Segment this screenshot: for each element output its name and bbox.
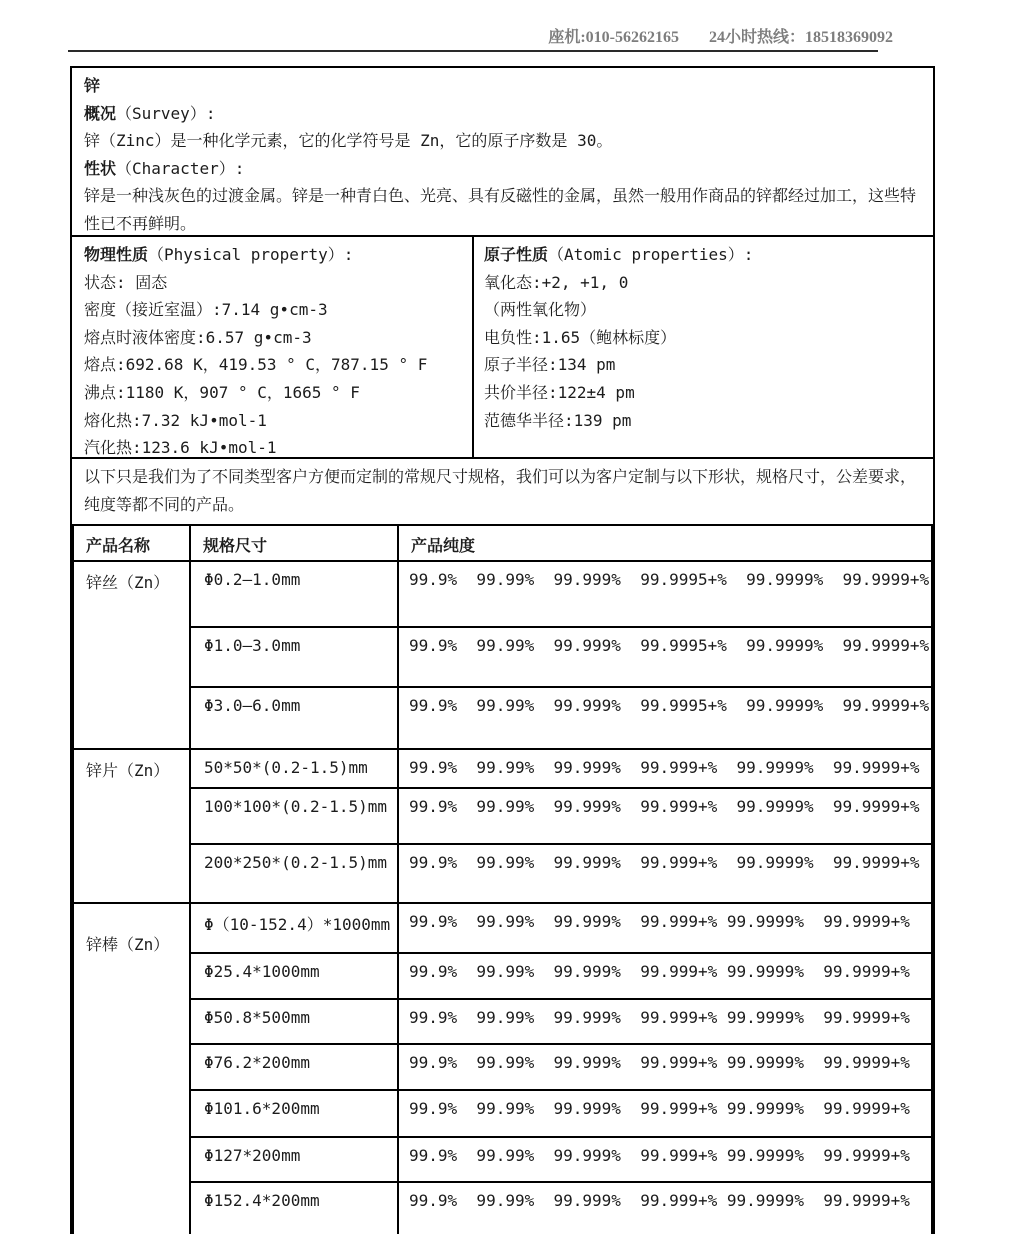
character-text: 锌是一种浅灰色的过渡金属。锌是一种青白色、光亮、具有反磁性的金属，虽然一般用作商品的锌都经过加工，这些特性已不再鲜明。 xyxy=(84,186,917,233)
spec-cell: Φ127*200mm xyxy=(190,1137,398,1182)
table-row xyxy=(73,627,932,687)
contact-hotline: 24小时热线：18518369092 xyxy=(708,29,893,46)
contact-header xyxy=(548,24,893,47)
purity-cell: 99.9% 99.99% 99.999% 99.999+% 99.9999% 99.9999+% xyxy=(398,844,932,903)
purity-cell: 99.9% 99.99% 99.999% 99.9995+% 99.9999% 99.9999+% xyxy=(398,627,932,687)
table-row xyxy=(73,561,932,627)
spec-cell: Φ0.2—1.0mm xyxy=(190,561,398,627)
contact-phone: 座机:010-56262165 xyxy=(548,29,679,46)
character-heading: 性状（Character）: xyxy=(84,158,245,178)
spec-cell: 100*100*(0.2-1.5)mm xyxy=(190,788,398,844)
atomic-properties-heading: 原子性质（Atomic properties）: xyxy=(484,245,754,264)
table-row xyxy=(73,903,932,953)
table-row xyxy=(73,749,932,788)
purity-cell: 99.9% 99.99% 99.999% 99.999+% 99.9999% 99.9999+% xyxy=(398,1090,932,1137)
table-row xyxy=(73,999,932,1044)
physical-property-line: 熔点:692.68 K，419.53 ° C，787.15 ° F xyxy=(84,355,428,375)
physical-property-line: 汽化热:123.6 kJ•mol-1 xyxy=(84,438,277,458)
purity-cell: 99.9% 99.99% 99.999% 99.999+% 99.9999% 99.9999+% xyxy=(398,999,932,1044)
table-row xyxy=(73,1090,932,1137)
purity-cell: 99.9% 99.99% 99.999% 99.999+% 99.9999% 99.9999+% xyxy=(398,953,932,999)
physical-property-line: 熔化热:7.32 kJ•mol-1 xyxy=(84,410,267,430)
spec-cell: Φ76.2*200mm xyxy=(190,1044,398,1090)
product-name-cell: 锌片（Zn） xyxy=(73,749,190,903)
spec-cell: Φ50.8*500mm xyxy=(190,999,398,1044)
atomic-property-line: 氧化态:+2, +1, 0 xyxy=(484,272,629,292)
atomic-property-line: 范德华半径:139 pm xyxy=(484,410,632,430)
physical-property-line: 状态: 固态 xyxy=(84,272,168,292)
physical-property-line: 熔点时液体密度:6.57 g•cm-3 xyxy=(84,327,312,347)
purity-cell: 99.9% 99.99% 99.999% 99.9995+% 99.9999% 99.9999+% xyxy=(398,687,932,749)
spec-cell: 50*50*(0.2-1.5)mm xyxy=(190,749,398,788)
content-box xyxy=(70,66,935,1234)
purity-cell: 99.9% 99.99% 99.999% 99.999+% 99.9999% 99.9999+% xyxy=(398,1182,932,1234)
atomic-property-line: 原子半径:134 pm xyxy=(484,355,616,375)
header-divider xyxy=(68,50,878,52)
spec-cell: Φ25.4*1000mm xyxy=(190,953,398,999)
page-title: 锌 xyxy=(84,76,101,95)
table-row xyxy=(73,844,932,903)
spec-cell: Φ3.0—6.0mm xyxy=(190,687,398,749)
spec-cell: Φ（10-152.4）*1000mm xyxy=(190,903,398,953)
purity-cell: 99.9% 99.99% 99.999% 99.999+% 99.9999% 99.9999+% xyxy=(398,903,932,953)
custom-size-note: 以下只是我们为了不同类型客户方便而定制的常规尺寸规格，我们可以为客户定制与以下形状，规格尺寸，公差要求，纯度等都不同的产品。 xyxy=(84,467,917,514)
survey-heading: 概况（Survey）: xyxy=(84,103,216,123)
spec-cell: Φ101.6*200mm xyxy=(190,1090,398,1137)
product-name-cell: 锌丝（Zn） xyxy=(73,561,190,749)
table-header-row xyxy=(73,525,932,561)
column-header-purity: 产品纯度 xyxy=(398,525,932,561)
physical-properties-heading: 物理性质（Physical property）: xyxy=(84,245,354,264)
purity-cell: 99.9% 99.99% 99.999% 99.999+% 99.9999% 99.9999+% xyxy=(398,788,932,844)
spec-cell: Φ1.0—3.0mm xyxy=(190,627,398,687)
product-name-cell: 锌棒（Zn） xyxy=(73,903,190,1234)
purity-cell: 99.9% 99.99% 99.999% 99.999+% 99.9999% 99.9999+% xyxy=(398,1137,932,1182)
spec-cell: 200*250*(0.2-1.5)mm xyxy=(190,844,398,903)
survey-text: 锌（Zinc）是一种化学元素，它的化学符号是 Zn，它的原子序数是 30。 xyxy=(84,131,613,150)
spec-cell: Φ152.4*200mm xyxy=(190,1182,398,1234)
table-row xyxy=(73,953,932,999)
atomic-properties xyxy=(474,237,933,457)
atomic-property-line: 共价半径:122±4 pm xyxy=(484,382,635,402)
table-row xyxy=(73,1044,932,1090)
physical-properties xyxy=(72,237,474,457)
table-row xyxy=(73,1137,932,1182)
product-table-body xyxy=(73,561,932,1234)
purity-cell: 99.9% 99.99% 99.999% 99.9995+% 99.9999% 99.9999+% xyxy=(398,561,932,627)
atomic-property-line: 电负性:1.65（鲍林标度） xyxy=(484,327,677,347)
table-row xyxy=(73,788,932,844)
intro-section xyxy=(72,68,933,237)
purity-cell: 99.9% 99.99% 99.999% 99.999+% 99.9999% 99.9999+% xyxy=(398,749,932,788)
atomic-property-line: （两性氧化物） xyxy=(484,300,597,320)
physical-property-line: 沸点:1180 K，907 ° C，1665 ° F xyxy=(84,382,360,402)
table-row xyxy=(73,1182,932,1234)
product-table xyxy=(72,524,933,1234)
properties-section xyxy=(72,237,933,459)
column-header-spec: 规格尺寸 xyxy=(190,525,398,561)
table-row xyxy=(73,687,932,749)
physical-property-line: 密度（接近室温）:7.14 g•cm-3 xyxy=(84,300,328,320)
column-header-product: 产品名称 xyxy=(73,525,190,561)
purity-cell: 99.9% 99.99% 99.999% 99.999+% 99.9999% 99.9999+% xyxy=(398,1044,932,1090)
